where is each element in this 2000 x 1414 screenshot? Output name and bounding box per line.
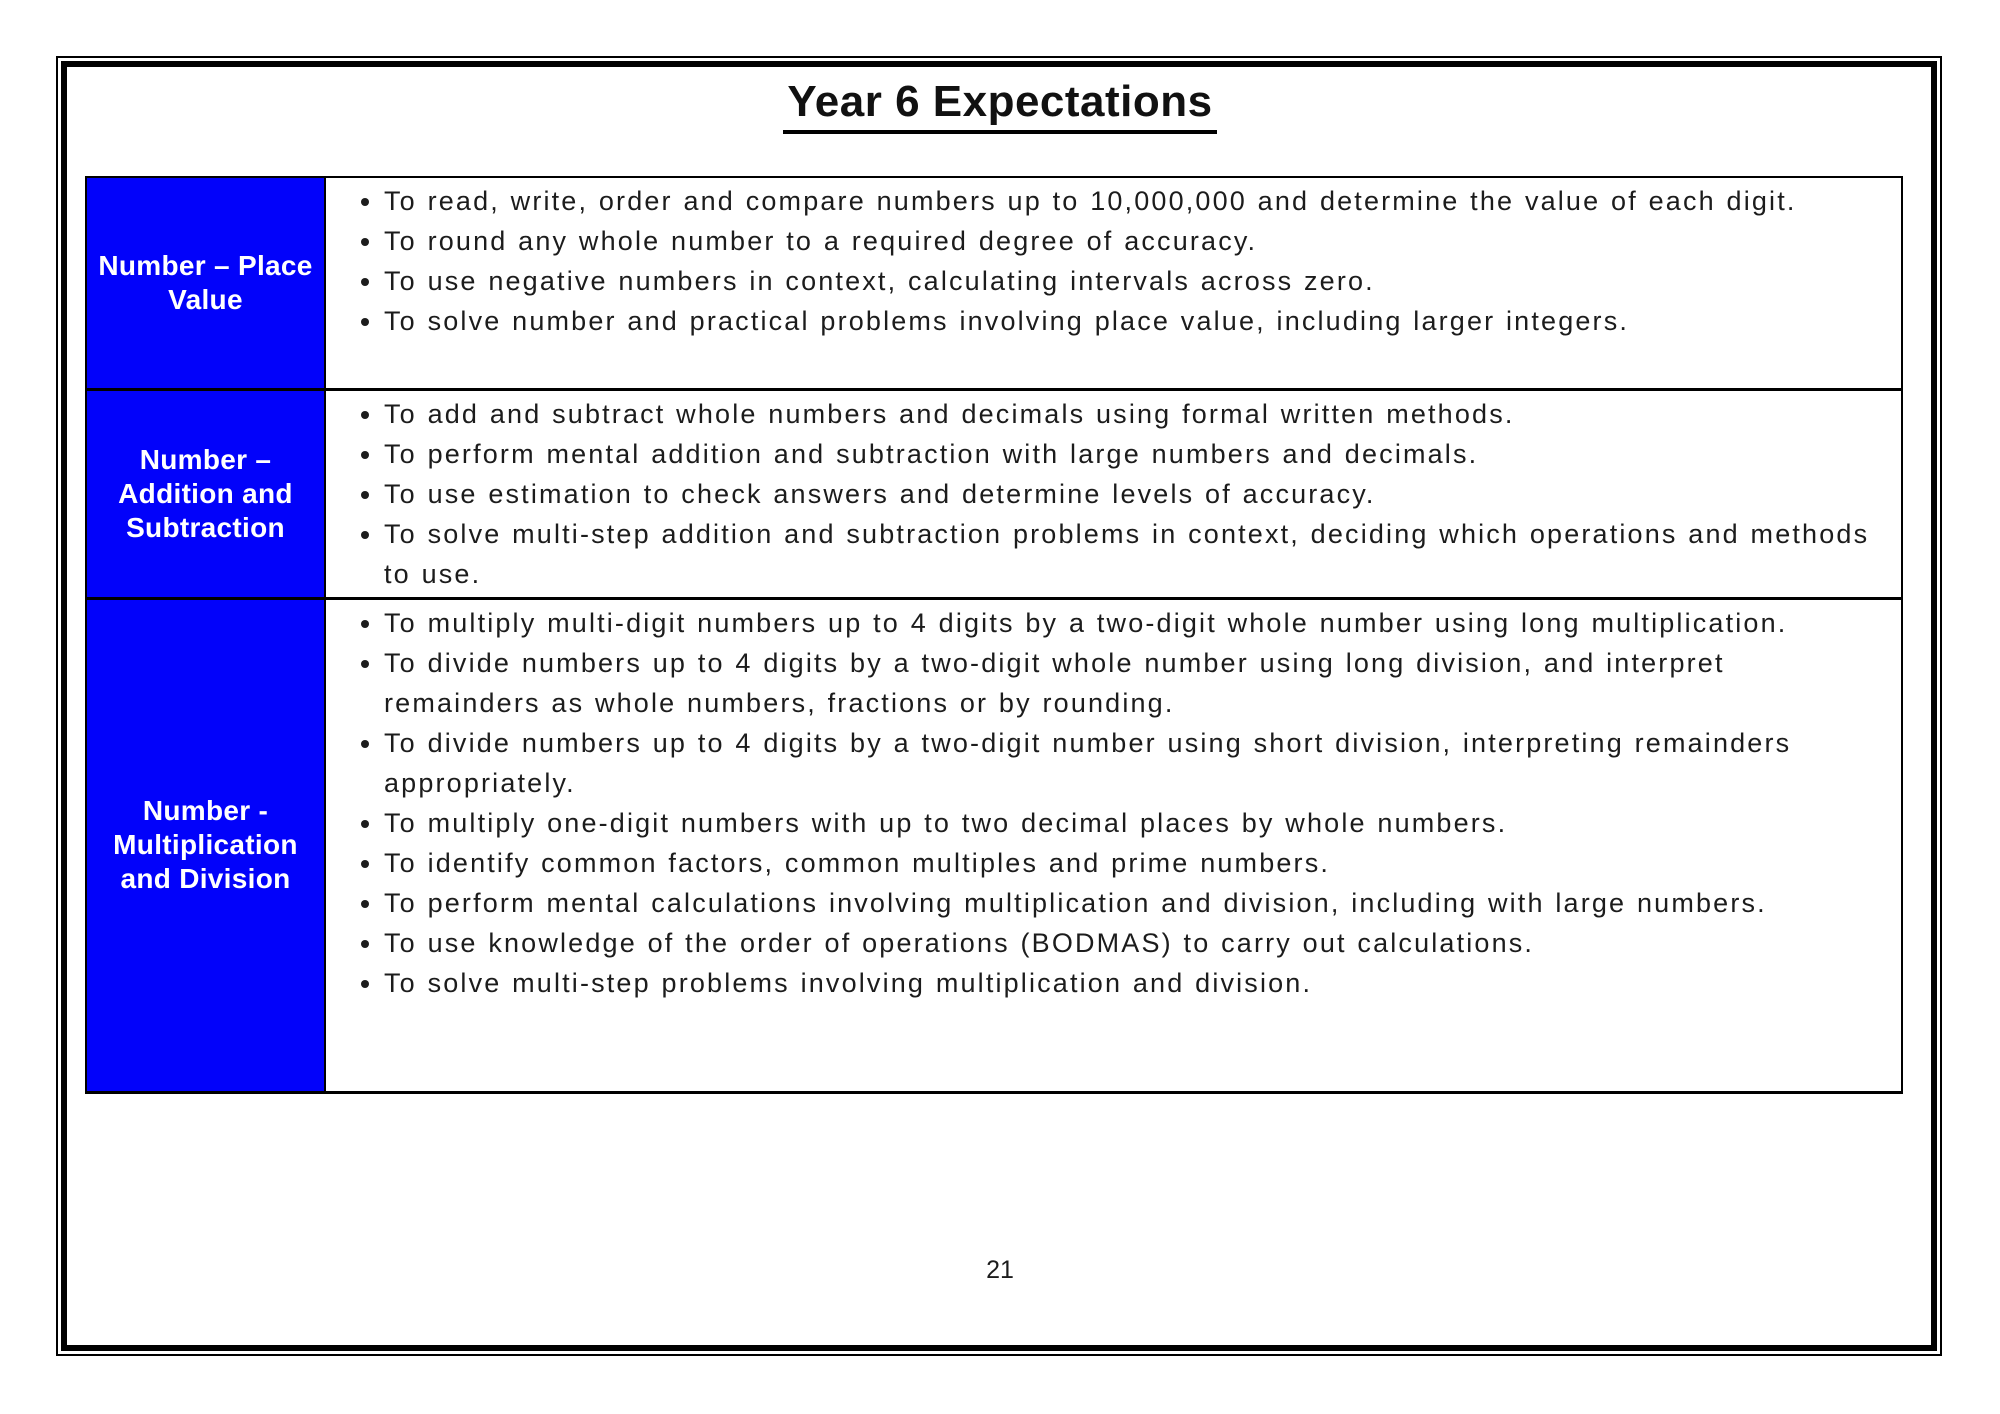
expectation-item: • To solve number and practical problems involving place value, including larger integers. — [384, 301, 1887, 341]
table-row — [86, 598, 1902, 1092]
table-row — [86, 389, 1902, 598]
expectation-item: • To perform mental calculations involving multiplication and division, including with large numbers. — [384, 883, 1887, 923]
strand-label: Number - Multiplication and Division — [86, 598, 325, 1092]
expectation-item: • To use knowledge of the order of operations (BODMAS) to carry out calculations. — [384, 923, 1887, 963]
expectations-cell — [325, 598, 1902, 1092]
expectations-list — [326, 603, 1887, 1003]
expectation-item: • To use negative numbers in context, calculating intervals across zero. — [384, 261, 1887, 301]
expectations-cell — [325, 389, 1902, 598]
expectation-item: • To solve multi-step problems involving multiplication and division. — [384, 963, 1887, 1003]
page-number: 21 — [986, 1256, 1014, 1284]
expectation-item: • To read, write, order and compare numbers up to 10,000,000 and determine the value of each digit. — [384, 181, 1887, 221]
expectation-item: • To multiply multi-digit numbers up to 4 digits by a two-digit whole number using long multiplication. — [384, 603, 1887, 643]
expectations-cell — [325, 177, 1902, 389]
expectation-item: • To divide numbers up to 4 digits by a two-digit number using short division, interpreting remainders appropriately. — [384, 723, 1887, 803]
expectations-table-body — [86, 177, 1902, 1092]
expectation-item: • To round any whole number to a required degree of accuracy. — [384, 221, 1887, 261]
expectation-item: • To multiply one-digit numbers with up to two decimal places by whole numbers. — [384, 803, 1887, 843]
expectations-list — [326, 181, 1887, 341]
expectations-table — [85, 176, 1903, 1094]
expectation-item: • To divide numbers up to 4 digits by a two-digit whole number using long division, and interpret remainders as whole numbers, fractions or by rounding. — [384, 643, 1887, 723]
expectation-item: • To use estimation to check answers and determine levels of accuracy. — [384, 474, 1887, 514]
title-container — [0, 78, 2000, 134]
expectation-item: • To perform mental addition and subtraction with large numbers and decimals. — [384, 434, 1887, 474]
table-row — [86, 177, 1902, 389]
expectation-item: • To identify common factors, common multiples and prime numbers. — [384, 843, 1887, 883]
expectation-item: • To add and subtract whole numbers and decimals using formal written methods. — [384, 394, 1887, 434]
page-title: Year 6 Expectations — [783, 78, 1216, 134]
expectation-item: • To solve multi-step addition and subtraction problems in context, deciding which operations and methods to use. — [384, 514, 1887, 594]
strand-label: Number – Place Value — [86, 177, 325, 389]
expectations-list — [326, 394, 1887, 594]
strand-label: Number – Addition and Subtraction — [86, 389, 325, 598]
